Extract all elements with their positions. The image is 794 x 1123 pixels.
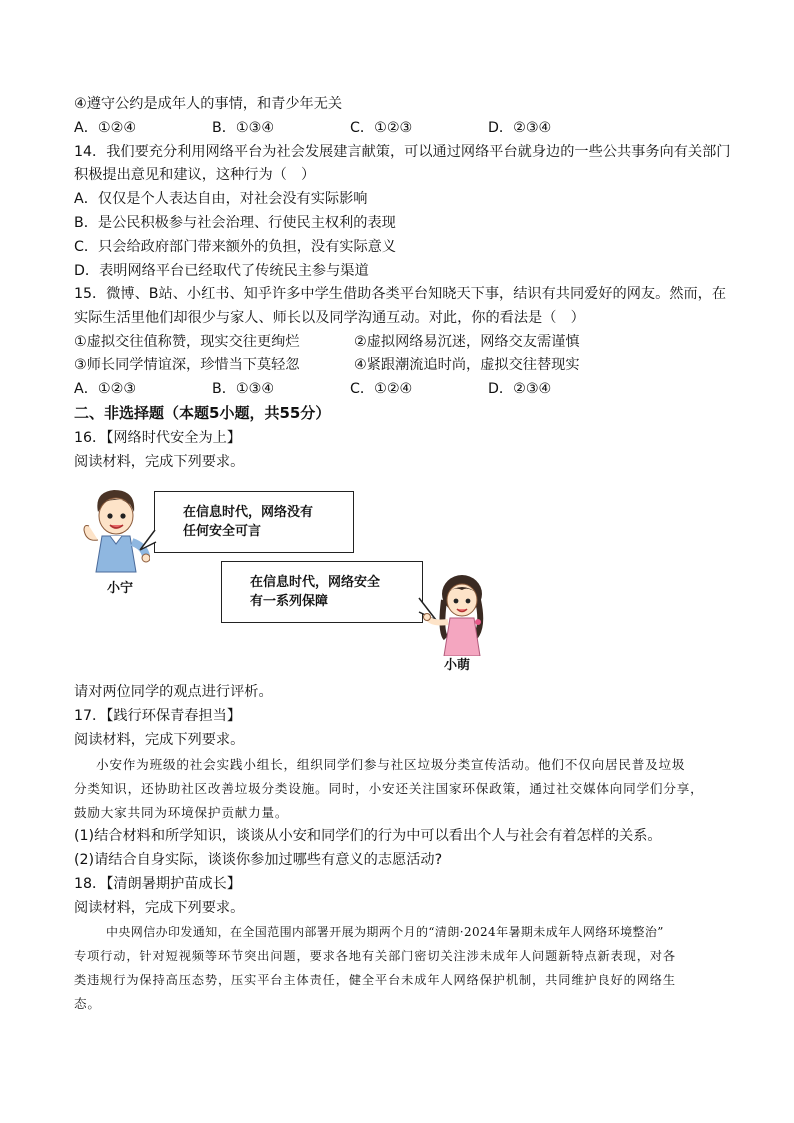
q13-item-4: ④遵守公约是成年人的事情，和青少年无关 [74,96,343,112]
girl-speech-line-2: 有一系列保障 [250,594,329,609]
q18-material-line-4: 态。 [74,996,101,1011]
girl-speech-line-1: 在信息时代，网络安全 [250,575,381,590]
q18-material-line-1: 中央网信办印发通知，在全国范围内部署开展为期两个月的“清朗·2024年暑期未成年人网络环境整治” [106,925,664,939]
q13-option-b: B．①③④ [212,120,275,136]
q17-material-line-1: 小安作为班级的社会实践小组长，组织同学们参与社区垃圾分类宣传活动。他们不仅向居民普及垃圾 [96,757,686,772]
q17-subquestion-2: (2)请结合自身实际，谈谈你参加过哪些有意义的志愿活动? [74,852,443,868]
boy-name: 小宁 [107,581,134,596]
q14-option-c: C．只会给政府部门带来额外的负担，没有实际意义 [74,239,397,255]
girl-name: 小萌 [444,658,471,673]
q16-title: 16．【网络时代安全为上】 [74,430,242,446]
q13-option-d: D．②③④ [488,120,552,136]
q15-option-b: B．①③④ [212,381,275,397]
boy-speech-line-1: 在信息时代，网络没有 [183,505,314,520]
q14-option-b: B．是公民积极参与社会治理、行使民主权利的表现 [74,215,396,231]
q15-option-d: D．②③④ [488,381,552,397]
girl-speech-bubble [221,561,423,623]
q18-material-line-3: 类违规行为保持高压态势，压实平台主体责任，健全平台未成年人网络保护机制，共同维护良好的网络生 [74,973,677,987]
q13-option-c: C．①②③ [350,120,413,136]
q18-title: 18．【清朗暑期护苗成长】 [74,876,242,892]
q17-title: 17．【践行环保青春担当】 [74,708,242,724]
q17-subquestion-1: (1)结合材料和所学知识，谈谈从小安和同学们的行为中可以看出个人与社会有着怎样的关系。 [74,828,662,844]
q18-material-line-2: 专项行动，针对短视频等环节突出问题，要求各地有关部门密切关注涉未成年人问题新特点新表现，对各 [74,949,677,963]
q13-option-a: A．①②④ [74,120,137,136]
q14-option-d: D．表明网络平台已经取代了传统民主参与渠道 [74,263,369,279]
q15-item-4: ④紧跟潮流追时尚，虚拟交往替现实 [354,357,580,373]
q15-stem-line-2: 实际生活里他们却很少与家人、师长以及同学沟通互动。对此，你的看法是（ ） [74,310,585,326]
boy-speech-bubble [154,491,354,553]
q14-option-a: A．仅仅是个人表达自由，对社会没有实际影响 [74,191,368,207]
girl-illustration [422,572,494,656]
boy-speech-line-2: 任何安全可言 [183,524,262,539]
q15-item-3: ③师长同学情谊深，珍惜当下莫轻忽 [74,357,300,373]
q16-instruction: 阅读材料，完成下列要求。 [74,454,245,470]
q15-stem-line-1: 15．微博、B站、小红书、知乎许多中学生借助各类平台知晓天下事，结识有共同爱好的网友。然而，在 [74,286,727,302]
q14-stem-line-1: 14．我们要充分利用网络平台为社会发展建言献策，可以通过网络平台就身边的一些公共事务向有关部门 [74,144,731,160]
q17-material-line-2: 分类知识，还协助社区改善垃圾分类设施。同时，小安还关注国家环保政策，通过社交媒体向同学们分享， [74,781,704,796]
section-heading: 二、非选择题（本题5小题，共55分） [74,404,331,422]
q15-option-a: A．①②③ [74,381,137,397]
boy-bubble-tail [138,528,158,554]
q14-stem-line-2: 积极提出意见和建议，这种行为（ ） [74,167,316,183]
q17-material-line-3: 鼓励大家共同为环境保护贡献力量。 [74,805,289,820]
q17-instruction: 阅读材料，完成下列要求。 [74,732,245,748]
q16-question: 请对两位同学的观点进行评析。 [74,684,273,700]
q18-instruction: 阅读材料，完成下列要求。 [74,900,245,916]
q15-option-c: C．①②④ [350,381,413,397]
q15-item-2: ②虚拟网络易沉迷，网络交友需谨慎 [354,334,580,350]
q15-item-1: ①虚拟交往值称赞，现实交往更绚烂 [74,334,300,350]
